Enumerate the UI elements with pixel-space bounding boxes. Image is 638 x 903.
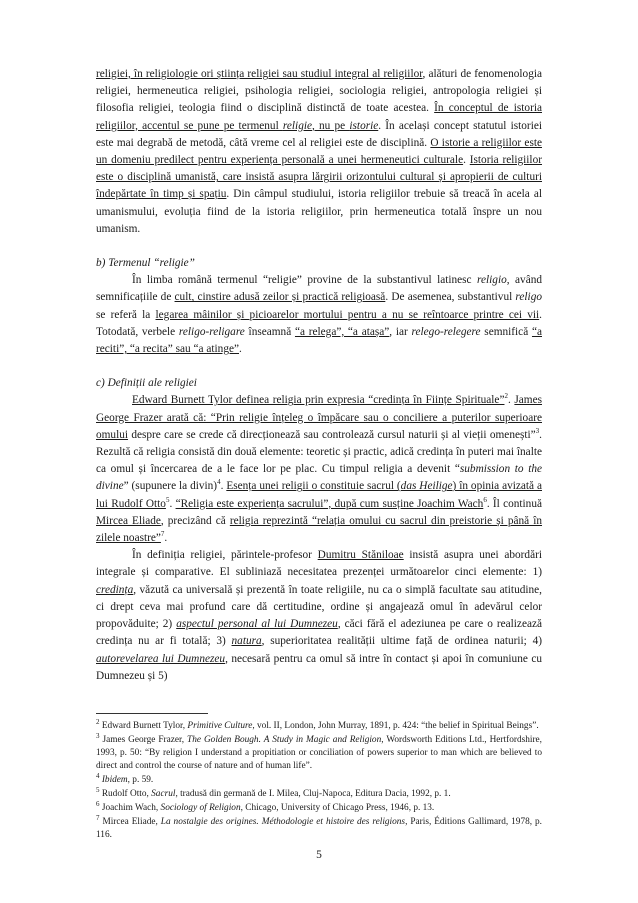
italic-term: credința	[96, 583, 134, 596]
text-span: se referă la	[96, 308, 156, 321]
italic-term: religio	[477, 274, 507, 287]
text-span: despre care se crede că direcționează sau controlează cursul naturii și al vieții omenești”	[128, 428, 536, 441]
paragraph-3	[96, 392, 542, 547]
footnote-marker: 6	[483, 495, 487, 504]
text-span: Edward Burnett Tylor,	[99, 721, 188, 731]
footnote-number: 7	[96, 813, 100, 822]
paragraph-2	[96, 272, 542, 358]
text-span: .	[239, 343, 242, 356]
footnote-marker: 7	[160, 530, 165, 539]
footnote-2	[96, 717, 542, 733]
italic-term: submission to the divine	[96, 463, 542, 493]
italic-term: autorevelarea lui Dumnezeu	[96, 652, 226, 665]
section-heading-c: c) Definiții ale religiei	[96, 377, 197, 390]
work-title: Ibidem	[101, 775, 128, 785]
text-span: , precizând că	[160, 514, 230, 527]
footnote-6	[96, 799, 542, 815]
paragraph-1	[96, 66, 542, 238]
underlined-phrase: religiei, în religiologie ori știința religiei sau studiul integral al religiilor	[96, 68, 423, 80]
footnote-number: 6	[96, 799, 100, 808]
underlined-phrase: Mircea Eliade	[96, 514, 161, 527]
text-span: .	[507, 394, 515, 407]
underlined-phrase: “a reciti”, “a recita” sau “a atinge”	[96, 325, 542, 356]
text-span: . De asemenea, substantivul	[385, 291, 516, 304]
underlined-phrase: religia reprezintă “relația omului cu sacrul din preistorie și până în zilele noastre”	[96, 514, 543, 545]
text-span: .	[169, 497, 176, 510]
section-heading-b: b) Termenul “religie”	[96, 257, 195, 270]
text-span: În definiția religiei, părintele-profesor	[132, 549, 318, 562]
footnote-number: 4	[96, 771, 100, 780]
underlined-phrase: O istorie a religiilor este un domeniu predilect pentru experiența personală a unei hermeneutici culturale	[96, 136, 542, 167]
work-title: La nostalgie des origines. Méthodologie et histoire des religions	[160, 817, 406, 827]
text-span: , Wordsworth Editions Ltd., Hertfordshire, 1993, p. 50: “By religion I understand a propitiation or conciliation of powers superior to man which are believed to direct and control the course of nature and of human life”.	[96, 735, 542, 771]
main-text	[96, 66, 542, 685]
text-span: . Din câmpul studiului, istoria religiilor trebuie să treacă în acela al umanismului, evoluția fiind de la istoria religiilor, prin hermeneutica totală înspre un nou umanism.	[96, 188, 542, 235]
footnote-3	[96, 731, 542, 773]
underlined-phrase: cult, cinstire adusă zeilor și practică religioasă	[174, 291, 386, 304]
underlined-phrase: “Religia este experiența sacrului”, după cum susține Joachim Wach	[175, 497, 484, 510]
underlined-phrase: În conceptul de istoria religiilor, accentul se pune pe termenul	[96, 102, 542, 132]
text-span: . Totodată, verbele	[96, 308, 542, 338]
underlined-phrase: Istoria religiilor este o disciplină umanistă, care insistă asupra lărgirii orizontului cultural și apropierii de culturi îndepărtate în timp și spațiu	[96, 154, 542, 201]
underlined-phrase: Edward Burnett Tylor definea religia prin expresia “credința în Ființe Spirituale”	[132, 394, 505, 407]
text-span: insistă asupra unei abordări integrale și comparative. El subliniază necesitatea prezenței următoarelor cinci elemente: 1)	[96, 549, 542, 579]
italic-term: religo-religare	[178, 325, 245, 338]
text-span: . Îl continuă	[486, 497, 542, 510]
text-span: .	[164, 532, 168, 545]
footnote-number: 5	[96, 785, 100, 794]
text-span: , Paris, Éditions Gallimard, 1978, p. 116.	[96, 817, 542, 840]
underlined-phrase: Dumitru Stăniloae	[317, 549, 404, 562]
page-number: 5	[316, 849, 322, 861]
text-span: , alături de fenomenologia religiei, hermeneutica religiei, psihologia religiei, sociologia religiei, antropologia religiei și filosofia religiei, teologia fiind o disciplină distinctă de toate acestea.	[96, 68, 542, 115]
footnote-marker: 5	[165, 495, 170, 504]
underlined-phrase: ) în opinia avizată a lui Rudolf Otto	[96, 480, 542, 510]
italic-term: religie	[282, 119, 312, 132]
footnote-separator	[96, 713, 208, 714]
footnote-marker: 4	[217, 478, 221, 487]
footnote-marker: 3	[535, 427, 540, 436]
footnote-number: 2	[96, 717, 100, 726]
italic-term: natura	[231, 635, 262, 648]
text-span: , necesară pentru ca omul să intre în contact și apoi în comuniune cu Dumnezeu și 5)	[96, 652, 542, 682]
text-span: , căci fără el adeziunea pe care o realizează credința nu ar fi totală; 3)	[96, 618, 542, 648]
footnote-7	[96, 813, 542, 842]
underlined-phrase: “a relega”, “a atașa”	[294, 325, 390, 338]
italic-term: relego-relegere	[411, 325, 481, 338]
italic-term: religo	[515, 291, 542, 304]
text-span: Mircea Eliade,	[99, 817, 161, 827]
footnote-5	[96, 785, 542, 801]
work-title: The Golden Bough. A Study in Magic and Religion	[187, 735, 382, 745]
paragraph-4	[96, 547, 542, 685]
text-span: , având semnificațiile de	[96, 274, 543, 304]
text-span: , iar	[389, 325, 412, 338]
text-span: Rudolf Otto,	[99, 789, 152, 799]
work-title: Sociology of Religion	[160, 803, 241, 813]
text-span: . În același concept statutul istoriei este mai degrabă de metodă, câtă vreme cel al religiei este de disciplină.	[96, 119, 542, 149]
text-span: , p. 59.	[127, 775, 154, 785]
text-span: , superioritatea realității ultime față de ordinea naturii; 4)	[261, 635, 542, 648]
text-span: , văzută ca universală și prezentă în toate religiile, nu ca o simplă facultate sau atitudine, ci drept ceva mai profund care dă certitudine, ordine și angajează omul în adevărul celor propovăduite; 2)	[96, 583, 542, 631]
footnotes	[96, 717, 542, 843]
text-span: .	[220, 480, 227, 493]
text-span: .	[463, 154, 470, 167]
text-span: , vol. II, London, John Murray, 1891, p. 424: “the belief in Spiritual Beings”.	[252, 721, 539, 731]
text-span: , tradusă din germană de I. Milea, Cluj-Napoca, Editura Dacia, 1992, p. 1.	[175, 789, 451, 799]
footnote-number: 3	[96, 731, 100, 740]
italic-term: istorie	[349, 119, 379, 132]
underlined-phrase: James George Frazer arată că: “Prin religie înțeleg o împăcare sau o conciliere a puterilor superioare omului	[96, 394, 542, 441]
underlined-phrase: legarea mâinilor și picioarelor mortului pentru a nu se reîntoarce printre cei vii	[155, 308, 540, 321]
underlined-phrase: , nu pe	[312, 119, 350, 132]
text-span: , Chicago, University of Chicago Press, 1946, p. 13.	[240, 803, 435, 813]
text-span: . Rezultă că religia consistă din două elemente: teoretic și practic, adică credința în puteri mai înalte ca omul și încercarea de a le face lor pe plac. Cu timpul religia a devenit “	[96, 428, 542, 476]
text-span: În limba română termenul “religie” provine de la substantivul latinesc	[132, 274, 478, 287]
underlined-phrase: Esența unei religii o constituie sacrul (	[226, 480, 401, 493]
text-span: înseamnă	[244, 325, 295, 338]
footnote-4	[96, 771, 542, 787]
footnote-marker: 2	[504, 392, 508, 401]
text-span: Joachim Wach,	[99, 803, 161, 813]
text-span: ” (supunere la divin)	[123, 480, 218, 493]
italic-term: das Heilige	[400, 480, 453, 493]
work-title: Sacrul	[151, 789, 176, 799]
text-span: semnifică	[480, 325, 532, 338]
work-title: Primitive Culture	[187, 721, 253, 731]
text-span: James George Frazer,	[99, 735, 188, 745]
italic-term: aspectul personal al lui Dumnezeu	[176, 618, 338, 631]
